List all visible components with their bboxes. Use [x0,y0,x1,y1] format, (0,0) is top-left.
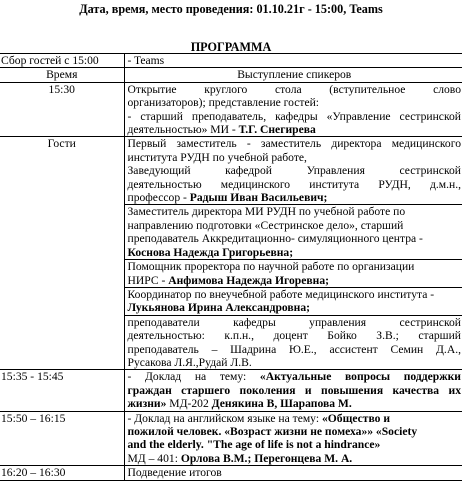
event-header: Дата, время, место проведения: 01.10.21г - 15:00, Teams [79,2,383,16]
guest-5-line-4: Русакова Л.Я.,Рудай Л.В. [127,355,252,369]
guest-item [125,315,462,370]
table-row-guests [0,137,462,370]
talk-1-title-1: «Актуальные вопросы поддержки [259,370,461,384]
guests-label: Гости [0,137,124,370]
opening-text [124,82,462,137]
guest-4-name: Лукьянова Ирина Александровна; [127,301,310,315]
table-header-row [0,68,462,82]
guest-5-line-1: преподаватели кафедры управления сестринской [127,315,461,329]
table-row-opening [0,82,462,137]
guest-5-line-2: деятельностью: к.п.н., доцент Бойко З.В.; старший [127,329,461,343]
talk-2-group: МД – 401: [127,451,181,465]
guest-item [125,287,462,315]
talk-2-speakers: Орлова В.М.; Перегонцева М. А. [180,451,353,465]
talk-2-time: 15:50 – 16:15 [0,411,124,466]
opening-line-3: - старший преподаватель, кафедры «Управление сестринской [127,109,461,123]
talk-2-line-1: - Доклад на английском языке на тему: [127,411,322,425]
talk-1-time: 15:35 - 15:45 [0,370,124,411]
opening-line-1: Открытие круглого стола (вступительное слово [127,82,461,96]
opening-line-2: организаторов); представление гостей: [127,96,320,110]
table-row-closing [0,466,462,480]
guest-3-name: Анфимова Надежда Игоревна; [168,273,329,287]
talk-1-title-2: граждан старшего поколения и повышения качества их [127,383,461,397]
program-table [0,53,462,481]
guests-list [124,137,462,370]
guest-1-name: Радыш Иван Васильевич; [189,191,328,205]
opening-speaker-name: Т.Г. Снегирева [238,123,316,137]
table-row-talk-1 [0,370,462,411]
table-row-gathering [0,54,462,68]
guest-3-line-1: Помощник проректора по научной работе по организации [127,260,415,274]
closing-time: 16:20 – 16:30 [0,466,124,480]
column-header-time: Время [0,68,124,82]
guest-1-line-2: института РУДН по учебной работе, [127,150,307,164]
guest-5-line-3: преподаватель – Шадрина Ю.Е., ассистент Семин Д.А., [127,342,461,356]
talk-1-speakers: Денякина В, Шарапова М. [211,397,352,411]
talk-1-line-1: - Доклад на тему: [127,370,260,384]
guest-1-line-1: Первый заместитель - заместитель директора медицинского [127,137,461,151]
opening-line-4: деятельностью» МИ - [127,123,239,137]
talk-1-group: МД-202 [166,397,212,411]
guest-4-line-1: Координатор по внеучебной работе медицинского института - [127,287,435,301]
guest-1-line-5: профессор - [127,191,190,205]
talk-2-title-1: «Общество и [321,411,391,425]
talk-2-title-2: пожилой человек. «Возраст жизни не помеха»» «Society [127,424,418,438]
guest-1-line-3: Заведующий кафедрой Управления сестринской [127,164,461,178]
guest-item [125,137,462,204]
guest-2-name: Коснова Надежда Григорьевна; [127,245,294,259]
column-header-content: Выступление спикеров [124,68,462,82]
talk-2-title-3: and the elderly. "The age of life is not a hindrance» [127,438,381,452]
talk-1-text [124,370,462,411]
guest-2-line-1: Заместитель директора МИ РУДН по учебной работе по [127,205,406,219]
talk-2-text [124,411,462,466]
guest-1-line-4: деятельностью медицинского института РУДН, д.м.н., [127,177,461,191]
gathering-text: - Teams [124,54,462,68]
guest-item [125,259,462,287]
guest-3-line-2: НИРС - [127,273,169,287]
closing-text: Подведение итогов [124,466,462,480]
guest-item [125,204,462,259]
talk-1-title-3: жизни» [127,397,167,411]
guest-2-line-2: направлению подготовки «Сестринское дело», старший [127,218,404,232]
guest-2-line-3: преподаватель Аккредитационно- симуляционного центра - [127,232,423,246]
opening-time: 15:30 [0,82,124,137]
gathering-time: Сбор гостей с 15:00 [0,54,124,68]
table-row-talk-2 [0,411,462,466]
program-title: ПРОГРАММА [190,40,272,54]
